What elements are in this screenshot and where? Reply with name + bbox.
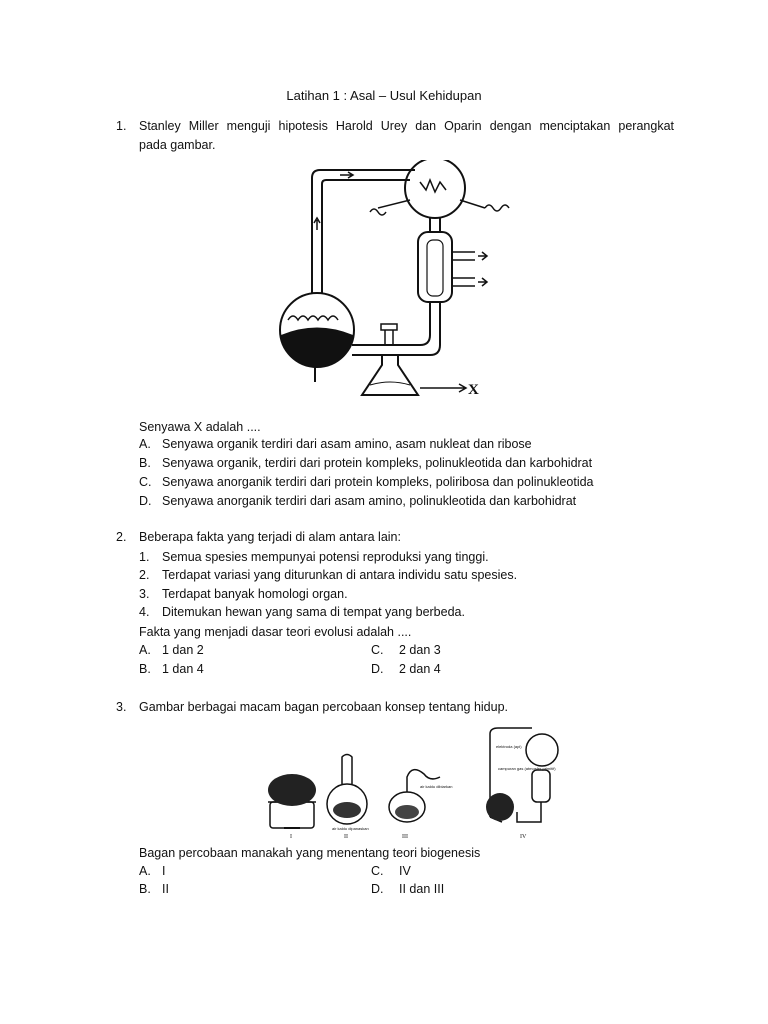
- q1-stem: Senyawa X adalah ....: [139, 420, 261, 434]
- figure-caption-2: air kaldu dibiarkan: [420, 784, 453, 789]
- figure-caption-4: campuran gas (atmosfer primitif): [498, 766, 556, 771]
- q3-option-c-letter: C.: [371, 864, 384, 878]
- q2-option-b-text: 1 dan 4: [162, 662, 204, 676]
- q1-number: 1.: [116, 119, 127, 133]
- q1-option-c-letter: C.: [139, 475, 152, 489]
- q3-number: 3.: [116, 700, 127, 714]
- figure-label-2: II: [344, 834, 348, 840]
- q3-option-d-text: II dan III: [399, 882, 445, 896]
- figure-caption-3: elektroda (api): [496, 744, 522, 749]
- q2-option-c-text: 2 dan 3: [399, 643, 441, 657]
- q2-fact-1-number: 1.: [139, 550, 150, 564]
- q1-option-a-letter: A.: [139, 437, 151, 451]
- q2-fact-2-number: 2.: [139, 568, 150, 582]
- q2-stem: Fakta yang menjadi dasar teori evolusi adalah ....: [139, 625, 412, 639]
- q3-option-a-text: I: [162, 864, 166, 878]
- q1-option-b-letter: B.: [139, 456, 151, 470]
- q2-option-c-letter: C.: [371, 643, 384, 657]
- q3-option-c-text: IV: [399, 864, 411, 878]
- q2-option-d-letter: D.: [371, 662, 384, 676]
- q1-option-d-text: Senyawa anorganik terdiri dari asam amino, polinukleotida dan karbohidrat: [162, 494, 577, 508]
- q1-option-a-text: Senyawa organik terdiri dari asam amino, asam nukleat dan ribose: [162, 437, 532, 451]
- q1-option-c-text: Senyawa anorganik terdiri dari protein kompleks, poliribosa dan polinukleotida: [162, 475, 594, 489]
- biogenesis-experiments-figure: [262, 722, 572, 842]
- q2-number: 2.: [116, 530, 127, 544]
- q2-option-d-text: 2 dan 4: [399, 662, 441, 676]
- q3-option-b-text: II: [162, 882, 169, 896]
- q1-text-line1: Stanley Miller menguji hipotesis Harold Urey dan Oparin dengan menciptakan perangkat: [139, 119, 674, 133]
- q3-text: Gambar berbagai macam bagan percobaan konsep tentang hidup.: [139, 700, 509, 714]
- q2-fact-4-text: Ditemukan hewan yang sama di tempat yang berbeda.: [162, 605, 465, 619]
- q1-option-b-text: Senyawa organik, terdiri dari protein kompleks, polinukleotida dan karbohidrat: [162, 456, 593, 470]
- q3-option-d-letter: D.: [371, 882, 384, 896]
- figure-label-4: IV: [520, 834, 527, 840]
- q2-option-a-letter: A.: [139, 643, 151, 657]
- q2-fact-3-text: Terdapat banyak homologi organ.: [162, 587, 348, 601]
- figure-caption-1: air kaldu dipanaskan: [332, 826, 369, 831]
- q3-option-b-letter: B.: [139, 882, 151, 896]
- figure-label-1: I: [290, 834, 292, 840]
- q2-option-a-text: 1 dan 2: [162, 643, 204, 657]
- q1-option-d-letter: D.: [139, 494, 152, 508]
- q2-fact-4-number: 4.: [139, 605, 150, 619]
- miller-urey-apparatus-figure: [270, 160, 510, 405]
- q2-fact-2-text: Terdapat variasi yang diturunkan di antara individu satu spesies.: [162, 568, 518, 582]
- figure-x-label: X: [468, 382, 479, 398]
- q2-intro: Beberapa fakta yang terjadi di alam antara lain:: [139, 530, 401, 544]
- page-title: Latihan 1 : Asal – Usul Kehidupan: [286, 88, 482, 103]
- figure-label-3: III: [402, 834, 408, 840]
- q2-fact-3-number: 3.: [139, 587, 150, 601]
- q2-fact-1-text: Semua spesies mempunyai potensi reproduksi yang tinggi.: [162, 550, 489, 564]
- q3-stem: Bagan percobaan manakah yang menentang teori biogenesis: [139, 846, 481, 860]
- q3-option-a-letter: A.: [139, 864, 151, 878]
- q2-option-b-letter: B.: [139, 662, 151, 676]
- q1-text-line2: pada gambar.: [139, 138, 216, 152]
